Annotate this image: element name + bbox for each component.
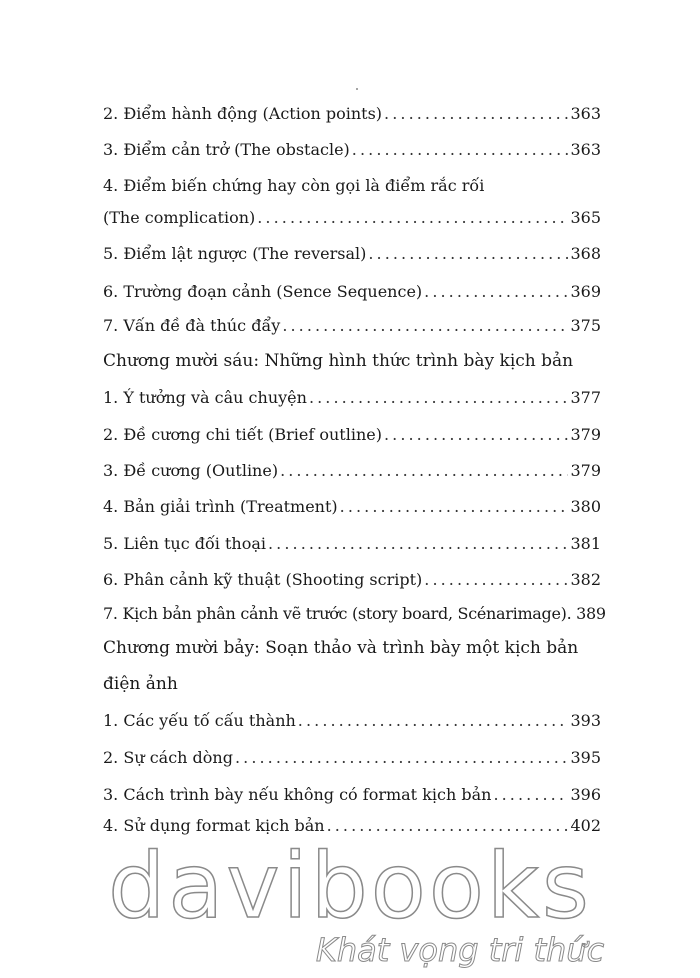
- dot-leader: [352, 139, 569, 161]
- toc-entry-title: 1. Các yếu tố cấu thành: [103, 711, 296, 730]
- toc-entry: [103, 496, 601, 518]
- dot-leader: [309, 387, 569, 409]
- toc-page-number: 375: [570, 316, 601, 335]
- toc-page-number: 381: [570, 534, 601, 553]
- toc-entry: [103, 747, 601, 769]
- toc-entry-title: 6. Trường đoạn cảnh (Sence Sequence): [103, 282, 423, 301]
- dot-leader: [268, 533, 568, 555]
- toc-entry-title: 5. Liên tục đối thoại: [103, 534, 266, 553]
- dot-leader: [384, 103, 568, 125]
- dot-leader: [384, 424, 568, 446]
- toc-entry-title: 3. Cách trình bày nếu không có format kịch bản: [103, 785, 492, 804]
- dot-leader: [282, 315, 568, 337]
- dot-leader: [424, 569, 568, 591]
- toc-page-number: 379: [570, 425, 601, 444]
- toc-entry-title: 5. Điểm lật ngược (The reversal): [103, 244, 367, 263]
- toc-entry: [103, 533, 601, 555]
- toc-entry-title: 3. Điểm cản trở (The obstacle): [103, 140, 350, 159]
- chapter-heading-line2: điện ảnh: [103, 674, 178, 694]
- dot-leader: [298, 710, 569, 732]
- toc-entry: [103, 207, 601, 229]
- watermark-logo: davibooks: [108, 834, 592, 939]
- toc-page-number: 393: [570, 711, 601, 730]
- toc-entry: [103, 243, 601, 265]
- toc-entry-title: 3. Đề cương (Outline): [103, 461, 279, 480]
- dot-leader: [424, 281, 568, 303]
- toc-entry: [103, 569, 601, 591]
- chapter-heading: Chương mười sáu: Những hình thức trình bày kịch bản: [103, 351, 574, 371]
- chapter-heading: Chương mười bảy: Soạn thảo và trình bày một kịch bản: [103, 638, 579, 658]
- toc-entry-title: 2. Đề cương chi tiết (Brief outline): [103, 425, 382, 444]
- toc-entry: [103, 315, 601, 337]
- watermark-tagline: Khát vọng tri thức: [315, 931, 605, 969]
- toc-entry-title: 1. Ý tưởng và câu chuyện: [103, 388, 307, 407]
- dot-leader: [368, 243, 568, 265]
- toc-page-number: 363: [570, 140, 601, 159]
- toc-entry-title: 4. Bản giải trình (Treatment): [103, 497, 338, 516]
- toc-entry: [103, 103, 601, 125]
- toc-entry: [103, 139, 601, 161]
- dot-leader: [493, 784, 568, 806]
- toc-entry: [103, 784, 601, 806]
- print-speck: [356, 88, 358, 90]
- toc-page-number: 377: [570, 388, 601, 407]
- toc-entry: [103, 460, 601, 482]
- toc-entry-title: (The complication): [103, 208, 256, 227]
- dot-leader: [257, 207, 568, 229]
- toc-page-number: 369: [570, 282, 601, 301]
- toc-page-number: 365: [570, 208, 601, 227]
- toc-page-number: 368: [570, 244, 601, 263]
- toc-page-number: 363: [570, 104, 601, 123]
- toc-entry-title: 7. Kịch bản phân cảnh vẽ trước (story board, Scénarimage). 389: [103, 604, 606, 623]
- dot-leader: [340, 496, 569, 518]
- toc-entry-title: 2. Điểm hành động (Action points): [103, 104, 383, 123]
- toc-entry: [103, 387, 601, 409]
- toc-entry-title: 7. Vấn đề đà thúc đẩy: [103, 316, 281, 335]
- toc-entry-title-line1: 4. Điểm biến chứng hay còn gọi là điểm rắc rối: [103, 176, 485, 195]
- toc-page-number: 402: [570, 816, 601, 835]
- dot-leader: [235, 747, 568, 769]
- dot-leader: [280, 460, 568, 482]
- toc-page-number: 396: [570, 785, 601, 804]
- toc-page-number: 380: [570, 497, 601, 516]
- toc-entry: [103, 710, 601, 732]
- toc-page-number: 395: [570, 748, 601, 767]
- toc-entry-title: 4. Sử dụng format kịch bản: [103, 816, 325, 835]
- toc-entry-title: 2. Sự cách dòng: [103, 748, 233, 767]
- toc-entry-title: 6. Phân cảnh kỹ thuật (Shooting script): [103, 570, 423, 589]
- toc-entry: [103, 424, 601, 446]
- toc-page-number: 379: [570, 461, 601, 480]
- toc-page-number: 382: [570, 570, 601, 589]
- toc-entry: [103, 281, 601, 303]
